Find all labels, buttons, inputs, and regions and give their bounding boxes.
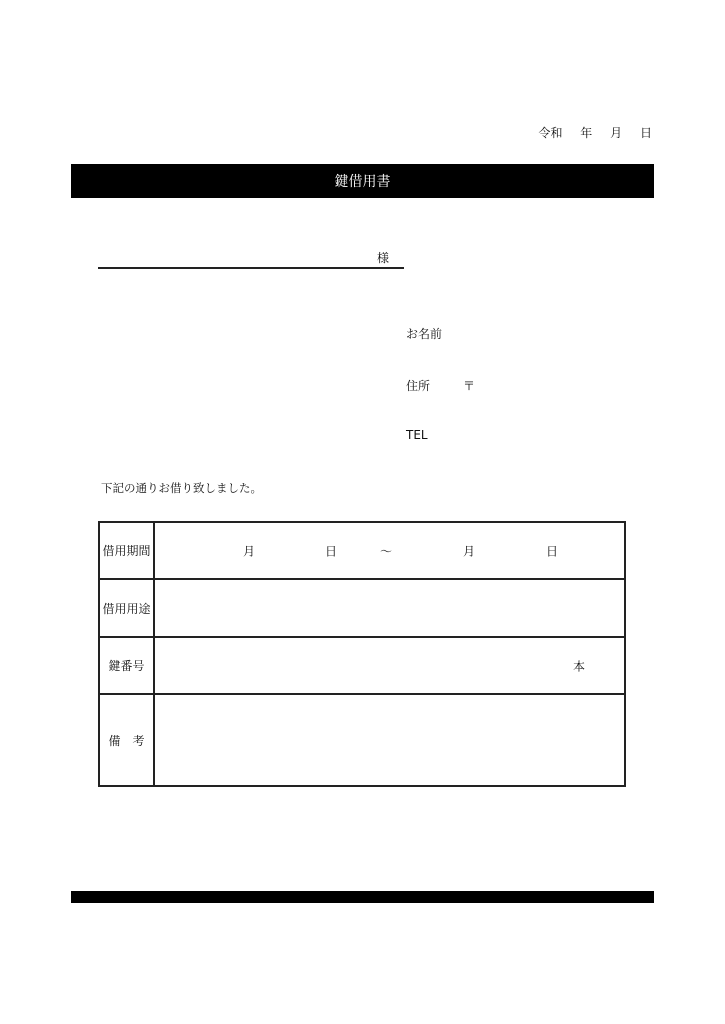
postal-mark: 〒 [463,379,476,393]
remarks-value-cell[interactable] [154,694,625,786]
key-number-value-cell[interactable] [154,637,625,694]
loan-details-table [98,521,626,787]
table-row-key-number [99,637,625,694]
key-count-unit: 本 [573,659,586,673]
remarks-label: 備 考 [99,694,154,786]
use-label: 借用用途 [99,579,154,637]
period-value-cell[interactable] [154,522,625,579]
recipient-name-line[interactable] [98,267,404,269]
to-month: 月 [463,544,476,558]
title-bar [71,164,654,198]
date-month: 月 [610,126,623,140]
date-year: 年 [580,126,593,140]
date-line [538,124,652,141]
from-day: 日 [325,544,338,558]
table-row-remarks [99,694,625,786]
borrower-tel-label: TEL [406,428,428,442]
period-separator: ～ [380,544,393,558]
footer-bar [71,891,654,903]
date-day: 日 [639,126,652,140]
page-title: 鍵借用書 [334,174,391,190]
date-era: 令和 [538,126,563,140]
table-row-period [99,522,625,579]
recipient-honorific: 様 [377,251,390,265]
note-text: 下記の通りお借り致しました。 [101,481,262,495]
from-month: 月 [243,544,256,558]
use-value-cell[interactable] [154,579,625,637]
borrower-name-label: お名前 [406,327,443,341]
period-label: 借用期間 [99,522,154,579]
table-row-use [99,579,625,637]
key-number-label: 鍵番号 [99,637,154,694]
borrower-address-label: 住所 [406,379,431,393]
to-day: 日 [546,544,559,558]
